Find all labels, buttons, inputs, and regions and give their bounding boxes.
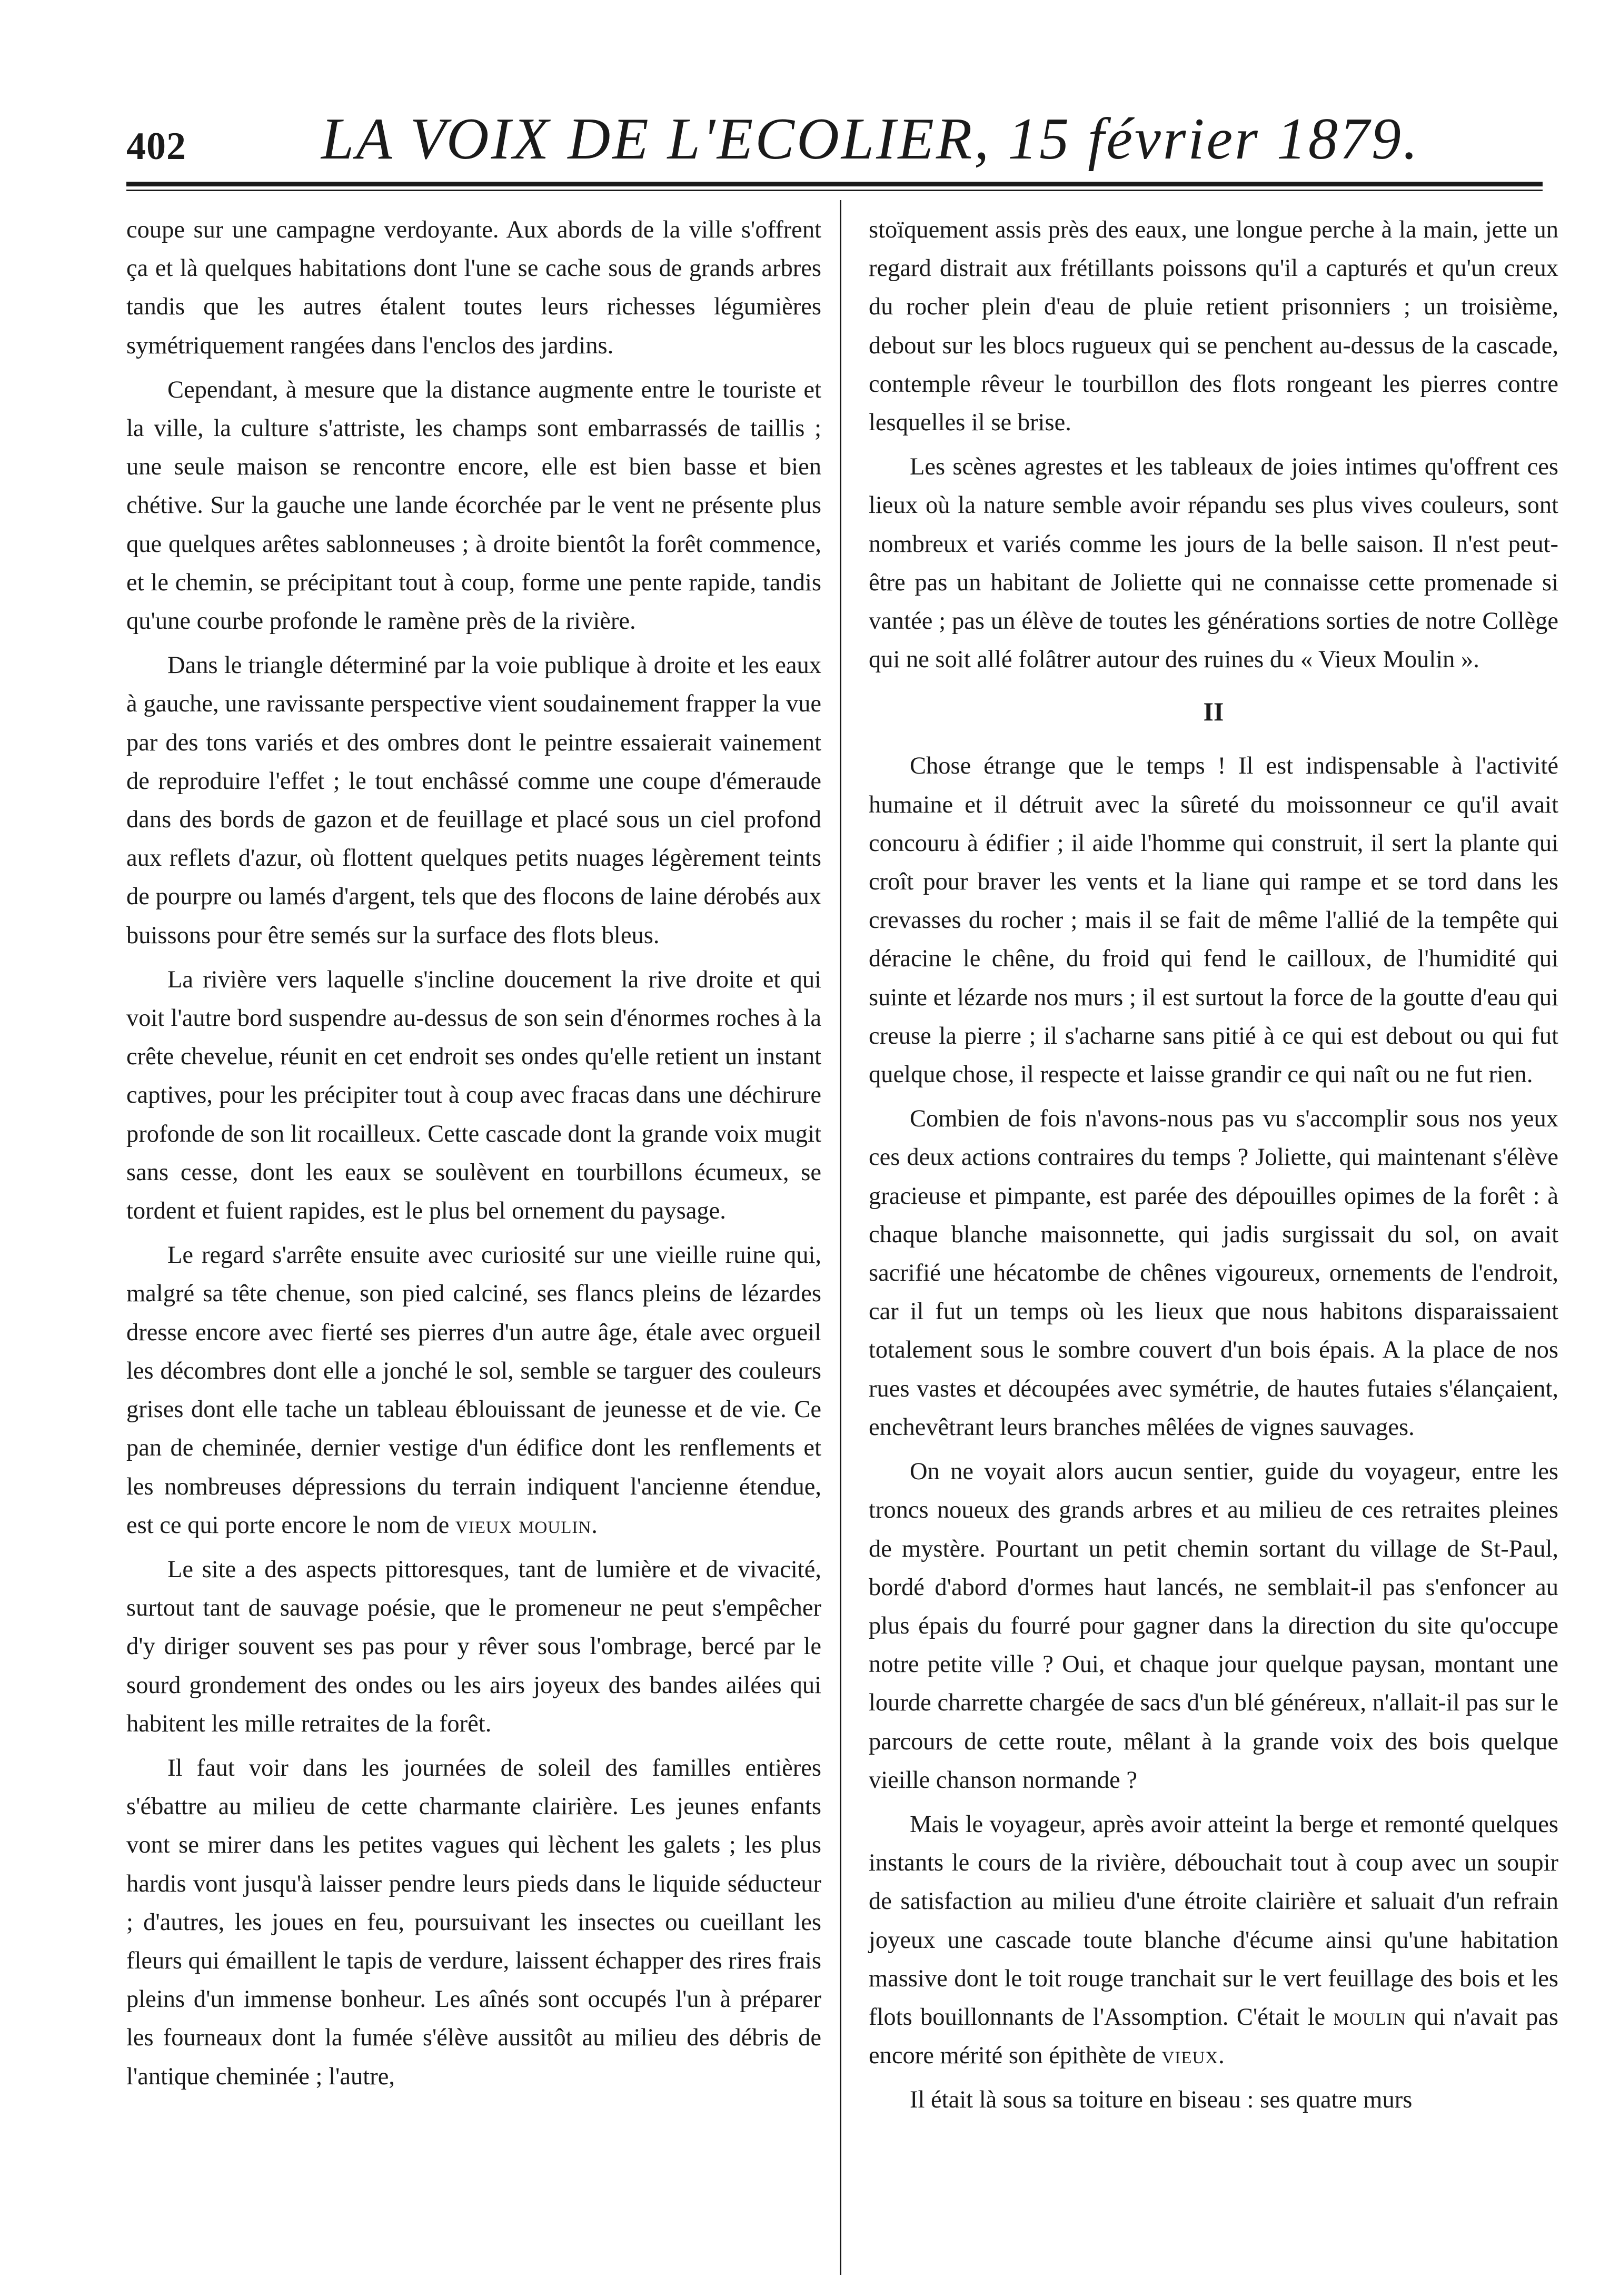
paragraph: On ne voyait alors aucun sentier, guide du voyageur, entre les troncs noueux des grands arbres et au milieu de ces retraites pleines de mystère. Pourtant un petit chemin sortant du village de St-Paul, bordé d'abord d'ormes haut lancés, ne semblait-il pas s'enfoncer au plus épais du fourré pour gagner dans la direction du site qu'occupe notre petite ville ? Oui, et chaque jour quelque paysan, montant une lourde charrette chargée de sacs d'un blé généreux, n'allait-il pas sur le parcours de cette route, mêlant à la grande voix des bois quelque vieille chanson normande ? xyxy=(869,1458,1558,1794)
paragraph-text: Le regard s'arrête ensuite avec curiosité sur une vieille ruine qui, malgré sa tête chenue, son pied calciné, ses flancs pleins de lézardes dresse encore avec fierté ses pierres d'un autre âge, étale avec orgueil les décombres dont elle a jonché le sol, semble se targuer des couleurs grises dont elle tache un tableau éblouissant de jeunesse et de vie. Ce pan de cheminée, dernier vestige d'un édifice dont les renflements et les nombreuses dépressions du terrain indiquent l'ancienne étendue, est ce qui porte encore le nom de xyxy=(126,1242,821,1539)
section-heading: II xyxy=(1203,697,1224,727)
mill-name: vieux moulin xyxy=(455,1511,592,1539)
column-divider xyxy=(840,200,841,2275)
paragraph: Chose étrange que le temps ! Il est indispensable à l'activité humaine et il détruit avec la sûreté du moissonneur ce qu'il avait concouru à édifier ; il aide l'homme qui construit, il sert la plante qui croît pour braver les vents et la liane qui rampe et se tord dans les crevasses du rocher ; mais il se fait de même l'allié de la tempête qui déracine le chêne, du froid qui fend le cailloux, de l'humidité qui suinte et lézarde nos murs ; il est surtout la force de la goutte d'eau qui creuse la pierre ; il s'acharne sans pitié à ce qui est debout ou qui fut quelque chose, il respecte et laisse grandir ce qui naît ou ne fut rien. xyxy=(869,753,1558,1088)
paragraph-end: . xyxy=(591,1511,598,1539)
running-title: LA VOIX DE L'ECOLIER, 15 février 1879. xyxy=(321,106,1420,172)
paragraph: Les scènes agrestes et les tableaux de joies intimes qu'offrent ces lieux où la nature semble avoir répandu ses plus vives couleurs, sont nombreux et variés comme les jours de la belle saison. Il n'est peut-être pas un habitant de Joliette qui ne connaisse cette promenade si vantée ; pas un élève de toutes les générations sorties de notre Collège qui ne soit allé folâtrer autour des ruines du « Vieux Moulin ». xyxy=(869,453,1558,674)
paragraph: La rivière vers laquelle s'incline doucement la rive droite et qui voit l'autre bord suspendre au-dessus de son sein d'énormes roches à la crête chevelue, réunit en cet endroit ses ondes qu'elle retient un instant captives, pour les précipiter tout à coup avec fracas dans une déchirure profonde de son lit rocailleux. Cette cascade dont la grande voix mugit sans cesse, dont les eaux se soulèvent en tourbillons écumeux, se tordent et fuient rapides, est le plus bel ornement du paysage. xyxy=(126,966,821,1225)
paragraph: stoïquement assis près des eaux, une longue perche à la main, jette un regard distrait aux frétillants poissons qu'il a capturés et qu'un creux du rocher plein d'eau de pluie retient prisonniers ; un troisième, debout sur les blocs rugueux qui se penchent au-dessus de la cascade, contemple rêveur le tourbillon des flots rongeant les pierres contre lesquelles il se brise. xyxy=(869,216,1558,437)
paragraph: Combien de fois n'avons-nous pas vu s'accomplir sous nos yeux ces deux actions contraires du temps ? Joliette, qui maintenant s'élève gracieuse et pimpante, est parée des dépouilles opimes de la forêt : à chaque blanche maisonnette, qui jadis surgissait du sol, on avait sacrifié une hécatombe de chênes vigoureux, ornements de l'endroit, car il fut un temps où les lieux que nous habitons disparaissaient totalement sous le sombre couvert d'un bois épais. A la place de nos rues vastes et découpées avec symétrie, de hautes futaies s'élançaient, enchevêtrant leurs branches mêlées de vignes sauvages. xyxy=(869,1105,1558,1441)
mill-epithet: vieux xyxy=(1161,2042,1219,2070)
paragraph: Il était là sous sa toiture en biseau : ses quatre murs xyxy=(910,2086,1413,2114)
left-column xyxy=(126,211,821,2102)
header-rule-thin xyxy=(126,190,1543,191)
paragraph: Il faut voir dans les journées de soleil des familles entières s'ébattre au milieu de cette charmante clairière. Les jeunes enfants vont se mirer dans les petites vagues qui lèchent les galets ; les plus hardis vont jusqu'à laisser pendre leurs pieds dans le liquide séducteur ; d'autres, les joues en feu, poursuivant les insectes ou cueillant les fleurs qui émaillent le tapis de verdure, laissent échapper des rires frais pleins d'un immense bonheur. Les aînés sont occupés l'un à préparer les fourneaux dont la fumée s'élève aussitôt au milieu des débris de l'antique cheminée ; l'autre, xyxy=(126,1754,821,2090)
paragraph-text: qui n'avait pas encore mérité son épithète de xyxy=(869,2003,1558,2070)
paragraph: Dans le triangle déterminé par la voie publique à droite et les eaux à gauche, une ravissante perspective vient soudainement frapper la vue par des tons variés et des ombres dont le peintre essaierait vainement de reproduire l'effet ; le tout enchâssé comme une coupe d'émeraude dans des bords de gazon et de feuillage et placé sous un ciel profond aux reflets d'azur, où flottent quelques petits nuages légèrement teints de pourpre ou lamés d'argent, tels que des flocons de laine dérobés aux buissons pour être semés sur la surface des flots bleus. xyxy=(126,652,821,949)
paragraph: Le site a des aspects pittoresques, tant de lumière et de vivacité, surtout tant de sauvage poésie, que le promeneur ne peut s'empêcher d'y diriger souvent ses pas pour y rêver sous l'ombrage, bercé par le sourd grondement des ondes ou les airs joyeux des bandes ailées qui habitent les mille retraites de la forêt. xyxy=(126,1556,821,1737)
paragraph: Cependant, à mesure que la distance augmente entre le touriste et la ville, la culture s'attriste, les champs sont embarrassés de taillis ; une seule maison se rencontre encore, elle est bien basse et bien chétive. Sur la gauche une lande écorchée par le vent ne présente plus que quelques arêtes sablonneuses ; à droite bientôt la forêt commence, et le chemin, se précipitant tout à coup, forme une pente rapide, tandis qu'une courbe profonde le ramène près de la rivière. xyxy=(126,376,821,635)
paragraph xyxy=(126,1236,821,1545)
paragraph-text: Mais le voyageur, après avoir atteint la berge et remonté quelques instants le cours de la rivière, débouchait tout à coup avec un soupir de satisfaction au milieu d'une étroite clairière et saluait d'un refrain joyeux une cascade toute blanche d'écume ainsi qu'une habitation massive dont le toit rouge tranchait sur le vert feuillage des bois et les flots bouillonnants de l'Assomption. C'était le xyxy=(869,1810,1558,2031)
paragraph: coupe sur une campagne verdoyante. Aux abords de la ville s'offrent ça et là quelques habitations dont l'une se cache sous de grands arbres tandis que les autres étalent toutes leurs richesses légumières symétriquement rangées dans l'enclos des jardins. xyxy=(126,216,821,359)
header-rule-thick xyxy=(126,182,1543,186)
page-header xyxy=(126,105,1548,184)
right-column xyxy=(869,211,1558,2125)
paragraph xyxy=(869,1805,1558,2075)
paragraph-end: . xyxy=(1218,2042,1225,2070)
mill-name: moulin xyxy=(1333,2003,1406,2031)
page-number: 402 xyxy=(126,125,186,168)
